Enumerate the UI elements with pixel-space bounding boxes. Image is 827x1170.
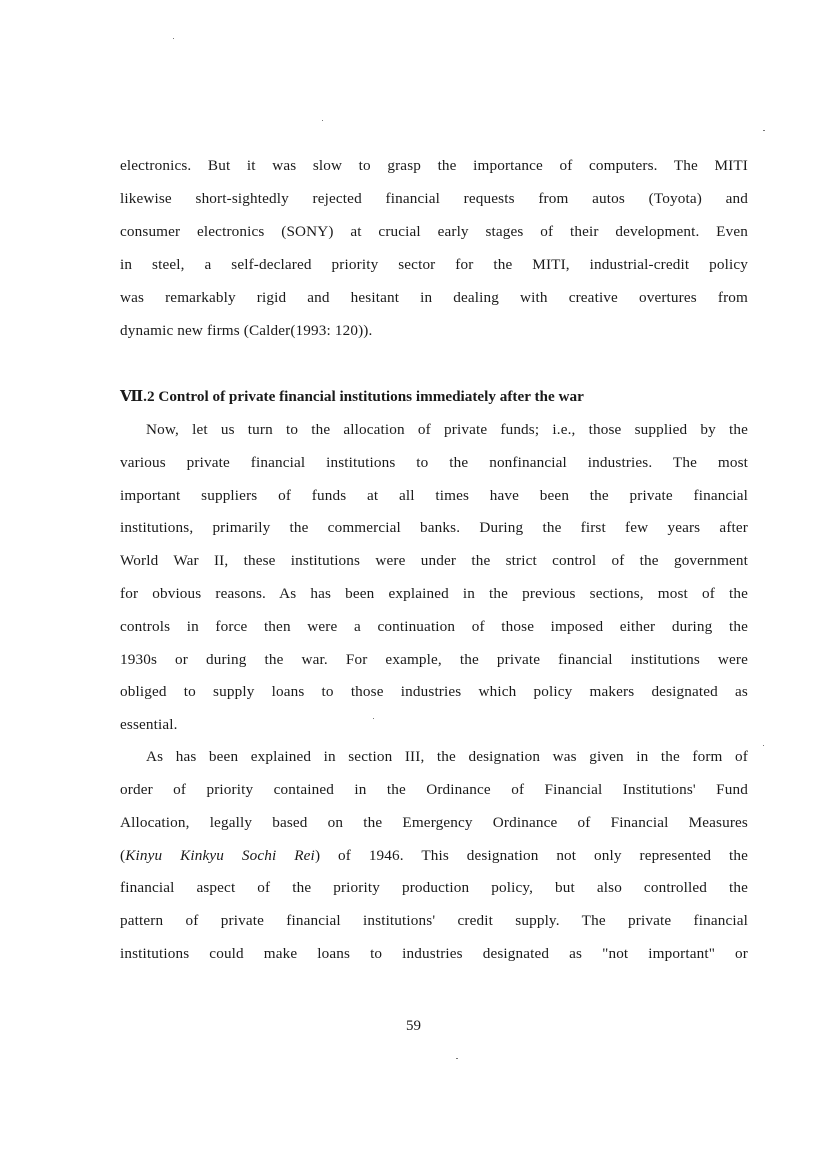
body-text-line: was remarkably rigid and hesitant in dealing with creative overtures from bbox=[120, 289, 748, 306]
body-text-line: Now, let us turn to the allocation of private funds; i.e., those supplied by the bbox=[146, 421, 748, 438]
body-text-line: controls in force then were a continuation of those imposed either during the bbox=[120, 618, 748, 635]
body-text-line: consumer electronics (SONY) at crucial early stages of their development. Even bbox=[120, 223, 748, 240]
scan-speck bbox=[456, 1058, 458, 1059]
body-text-line: 1930s or during the war. For example, the private financial institutions were bbox=[120, 651, 748, 668]
body-text-line: Allocation, legally based on the Emergency Ordinance of Financial Measures bbox=[120, 814, 748, 831]
body-text-line: World War II, these institutions were under the strict control of the government bbox=[120, 552, 748, 569]
body-text-line: likewise short-sightedly rejected financial requests from autos (Toyota) and bbox=[120, 190, 748, 207]
body-text-line: pattern of private financial institutions' credit supply. The private financial bbox=[120, 912, 748, 929]
body-text-line: dynamic new firms (Calder(1993: 120)). bbox=[120, 322, 373, 339]
body-text-line: financial aspect of the priority production policy, but also controlled the bbox=[120, 879, 748, 896]
body-text-line: electronics. But it was slow to grasp the importance of computers. The MITI bbox=[120, 157, 748, 174]
line-continuation: ) of 1946. This designation not only represented the bbox=[314, 847, 748, 864]
body-text-line bbox=[120, 846, 748, 866]
body-text-line: in steel, a self-declared priority sector for the MITI, industrial-credit policy bbox=[120, 256, 748, 273]
scan-speck bbox=[373, 718, 374, 719]
scan-speck bbox=[763, 130, 765, 131]
body-text-line: institutions could make loans to industries designated as "not important" or bbox=[120, 945, 748, 962]
scan-speck bbox=[322, 120, 323, 121]
body-text-line: institutions, primarily the commercial banks. During the first few years after bbox=[120, 519, 748, 536]
scan-speck bbox=[173, 38, 174, 39]
italic-term: Kinyu Kinkyu Sochi Rei bbox=[125, 847, 315, 864]
section-heading: Ⅶ.2 Control of private financial institutions immediately after the war bbox=[120, 388, 584, 405]
page-number: 59 bbox=[406, 1018, 421, 1034]
body-text-line: order of priority contained in the Ordinance of Financial Institutions' Fund bbox=[120, 781, 748, 798]
body-text-line: important suppliers of funds at all times have been the private financial bbox=[120, 487, 748, 504]
body-text-line: various private financial institutions to the nonfinancial industries. The most bbox=[120, 454, 748, 471]
body-text-line: obliged to supply loans to those industries which policy makers designated as bbox=[120, 683, 748, 700]
body-text-line: As has been explained in section III, the designation was given in the form of bbox=[146, 748, 748, 765]
body-text-line: for obvious reasons. As has been explained in the previous sections, most of the bbox=[120, 585, 748, 602]
scan-speck bbox=[763, 745, 764, 746]
body-text-line: essential. bbox=[120, 716, 178, 733]
paren-open: ( bbox=[120, 847, 126, 864]
